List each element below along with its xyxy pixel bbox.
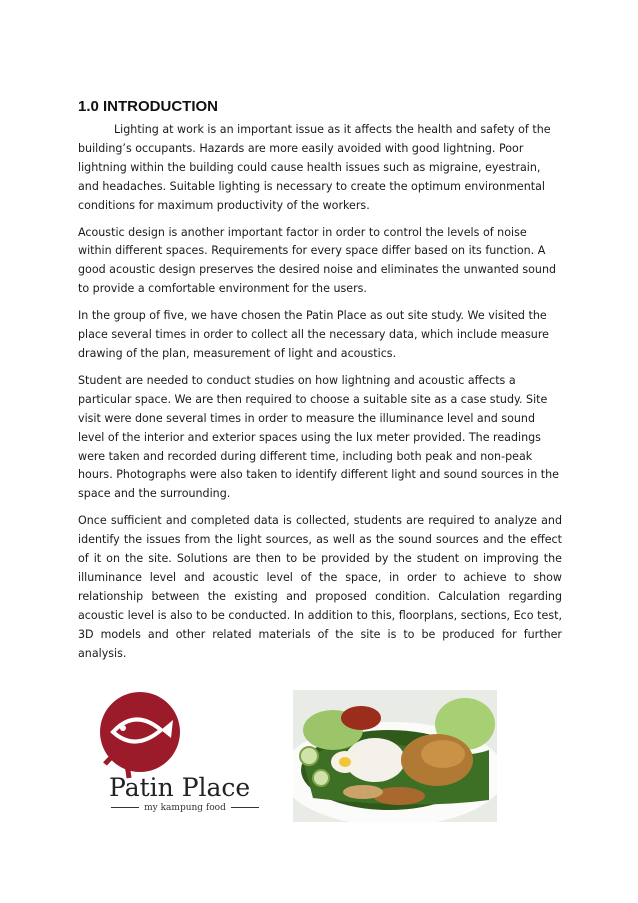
paragraph-site-choice: In the group of five, we have chosen the Patin Place as out site study. We visited the place several times in order to collect all the necessary data, which include measure drawing of the plan, measurement of light and acoustics. [78,309,549,360]
paragraph-analysis: Once sufficient and completed data is collected, students are required to analyze and identify the issues from the light sources, as well as the sound sources and the effect of it on the site. Solutions are then to be provided by the student on improving the illuminance level and acoustic level of the space, in order to achieve to show relationship between the existing and proposed condition. Calculation regarding acoustic level is also to be conducted. In addition to this, floorplans, sections, Eco test, 3D models and other related materials of the site is to be produced for further analysis. [78,514,562,660]
fish-emblem-icon [95,690,215,780]
patin-place-logo [95,690,285,815]
section-heading: 1.0 INTRODUCTION [78,98,219,115]
nasi-lemak-photo [293,690,497,822]
food-plate-illustration [293,690,497,822]
paragraph-acoustic: Acoustic design is another important factor in order to control the levels of noise within different spaces. Requirements for every space differ based on its function. A good acoustic design preserves the desired noise and eliminates the unwanted sound to provide a comfortable environment for the users. [78,225,557,296]
image-row [0,690,638,830]
paragraph-study-method: Student are needed to conduct studies on how lightning and acoustic affects a particular space. We are then required to choose a suitable site as a case study. Site visit were done several times in order to measure the illuminance level and sound level of the interior and exterior spaces using the lux meter provided. The readings were taken and recorded during different time, including both peak and non-peak hours. Photographs were also taken to identify different light and sound sources in the space and the surrounding. [78,373,559,501]
document-page [78,98,562,671]
paragraph-lighting: Lighting at work is an important issue as it affects the health and safety of the building’s occupants. Hazards are more easily avoided with good lightning. Poor lightning within the building could cause health issues such as migraine, eyestrain, and headaches. Suitable lighting is necessary to create the optimum environmental conditions for maximum productivity of the workers. [78,123,551,212]
logo-tagline: my kampung food [105,803,265,813]
logo-name: Patin Place [109,773,251,802]
